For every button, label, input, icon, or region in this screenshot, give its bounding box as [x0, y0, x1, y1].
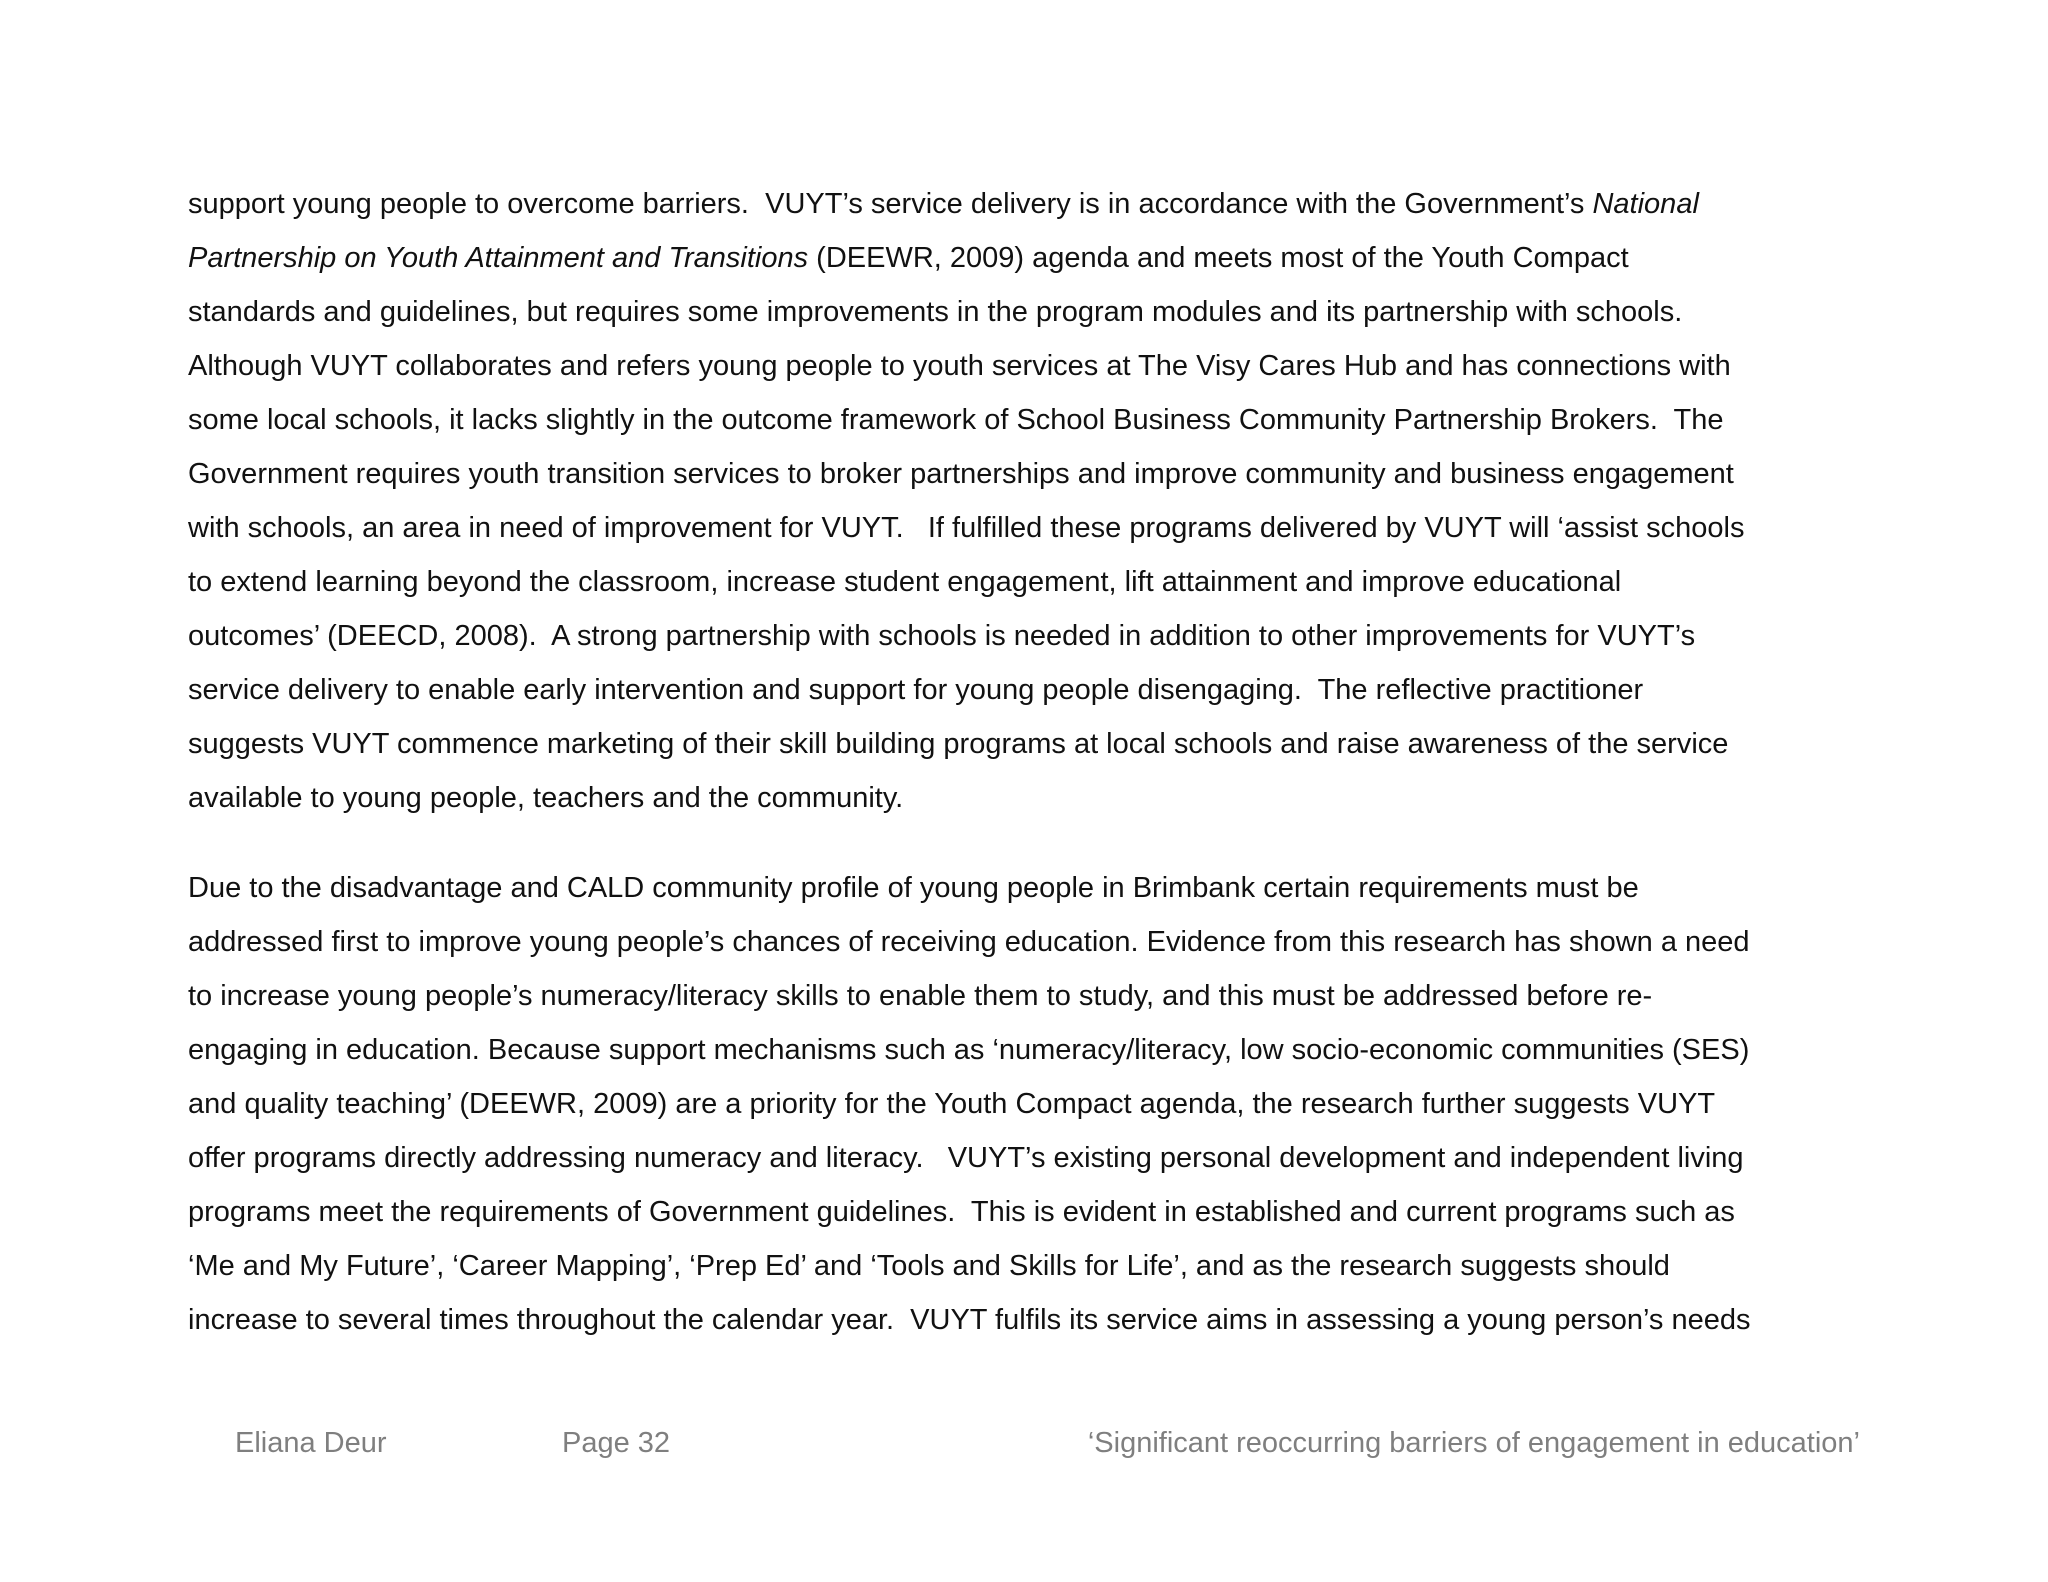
text-segment: offer programs directly addressing numeracy and literacy. VUYT’s existing personal development and independent living — [188, 1142, 1744, 1174]
text-line — [188, 672, 1643, 708]
text-segment: service delivery to enable early intervention and support for young people disengaging. The reflective practitioner — [188, 674, 1644, 706]
text-segment: and quality teaching’ (DEEWR, 2009) are a priority for the Youth Compact agenda, the research further suggests VUYT — [188, 1088, 1716, 1120]
text-segment: Although VUYT collaborates and refers young people to youth services at The Visy Cares Hub and has connections with — [188, 350, 1731, 382]
text-segment: available to young people, teachers and the community. — [188, 782, 904, 814]
italic-text: Partnership on Youth Attainment and Transitions — [188, 242, 809, 274]
text-line — [188, 870, 1639, 906]
text-line — [188, 186, 1699, 222]
text-line — [188, 294, 1682, 330]
text-segment: suggests VUYT commence marketing of their skill building programs at local schools and raise awareness of the service — [188, 728, 1729, 760]
text-segment: addressed first to improve young people’s chances of receiving education. Evidence from this research has shown a need — [188, 926, 1750, 958]
text-line — [188, 1086, 1715, 1122]
text-segment: engaging in education. Because support mechanisms such as ‘numeracy/literacy, low socio-economic communities (SES) — [188, 1034, 1750, 1066]
text-segment: to extend learning beyond the classroom, increase student engagement, lift attainment and improve educational — [188, 566, 1622, 598]
text-line — [188, 402, 1724, 438]
text-line — [188, 564, 1621, 600]
text-segment: increase to several times throughout the calendar year. VUYT fulfils its service aims in assessing a young person’s needs — [188, 1304, 1751, 1336]
text-line — [188, 240, 1629, 276]
footer-page-number: Page 32 — [562, 1427, 671, 1459]
footer-document-title: ‘Significant reoccurring barriers of engagement in education’ — [1087, 1427, 1860, 1459]
text-line — [188, 456, 1734, 492]
text-line — [188, 510, 1744, 546]
text-line — [188, 780, 903, 816]
text-line — [188, 924, 1750, 960]
italic-text: National — [1592, 188, 1699, 220]
text-line — [188, 618, 1695, 654]
text-line — [188, 1302, 1751, 1338]
footer-author: Eliana Deur — [235, 1427, 387, 1459]
text-segment: programs meet the requirements of Government guidelines. This is evident in established and current programs such as — [188, 1196, 1735, 1228]
text-segment: (DEEWR, 2009) agenda and meets most of the Youth Compact — [808, 242, 1629, 274]
text-segment: outcomes’ (DEECD, 2008). A strong partnership with schools is needed in addition to other improvements for VUYT’s — [188, 620, 1696, 652]
text-line — [188, 1032, 1749, 1068]
text-segment: to increase young people’s numeracy/literacy skills to enable them to study, and this must be addressed before re- — [188, 980, 1653, 1012]
text-line — [188, 726, 1728, 762]
text-segment: ‘Me and My Future’, ‘Career Mapping’, ‘Prep Ed’ and ‘Tools and Skills for Life’, and as the research suggests should — [188, 1250, 1670, 1282]
text-segment: Government requires youth transition services to broker partnerships and improve community and business engagement — [188, 458, 1734, 490]
text-segment: Due to the disadvantage and CALD community profile of young people in Brimbank certain requirements must be — [188, 872, 1639, 904]
text-segment: some local schools, it lacks slightly in the outcome framework of School Business Community Partnership Brokers. The — [188, 404, 1724, 436]
text-line — [188, 1140, 1744, 1176]
text-segment: standards and guidelines, but requires some improvements in the program modules and its partnership with schools. — [188, 296, 1683, 328]
text-segment: with schools, an area in need of improvement for VUYT. If fulfilled these programs delivered by VUYT will ‘assist schools — [188, 512, 1745, 544]
text-line — [188, 348, 1731, 384]
text-line — [188, 1194, 1735, 1230]
text-line — [188, 1248, 1670, 1284]
text-line — [188, 978, 1652, 1014]
text-segment: support young people to overcome barriers. VUYT’s service delivery is in accordance with the Government’s — [188, 188, 1593, 220]
